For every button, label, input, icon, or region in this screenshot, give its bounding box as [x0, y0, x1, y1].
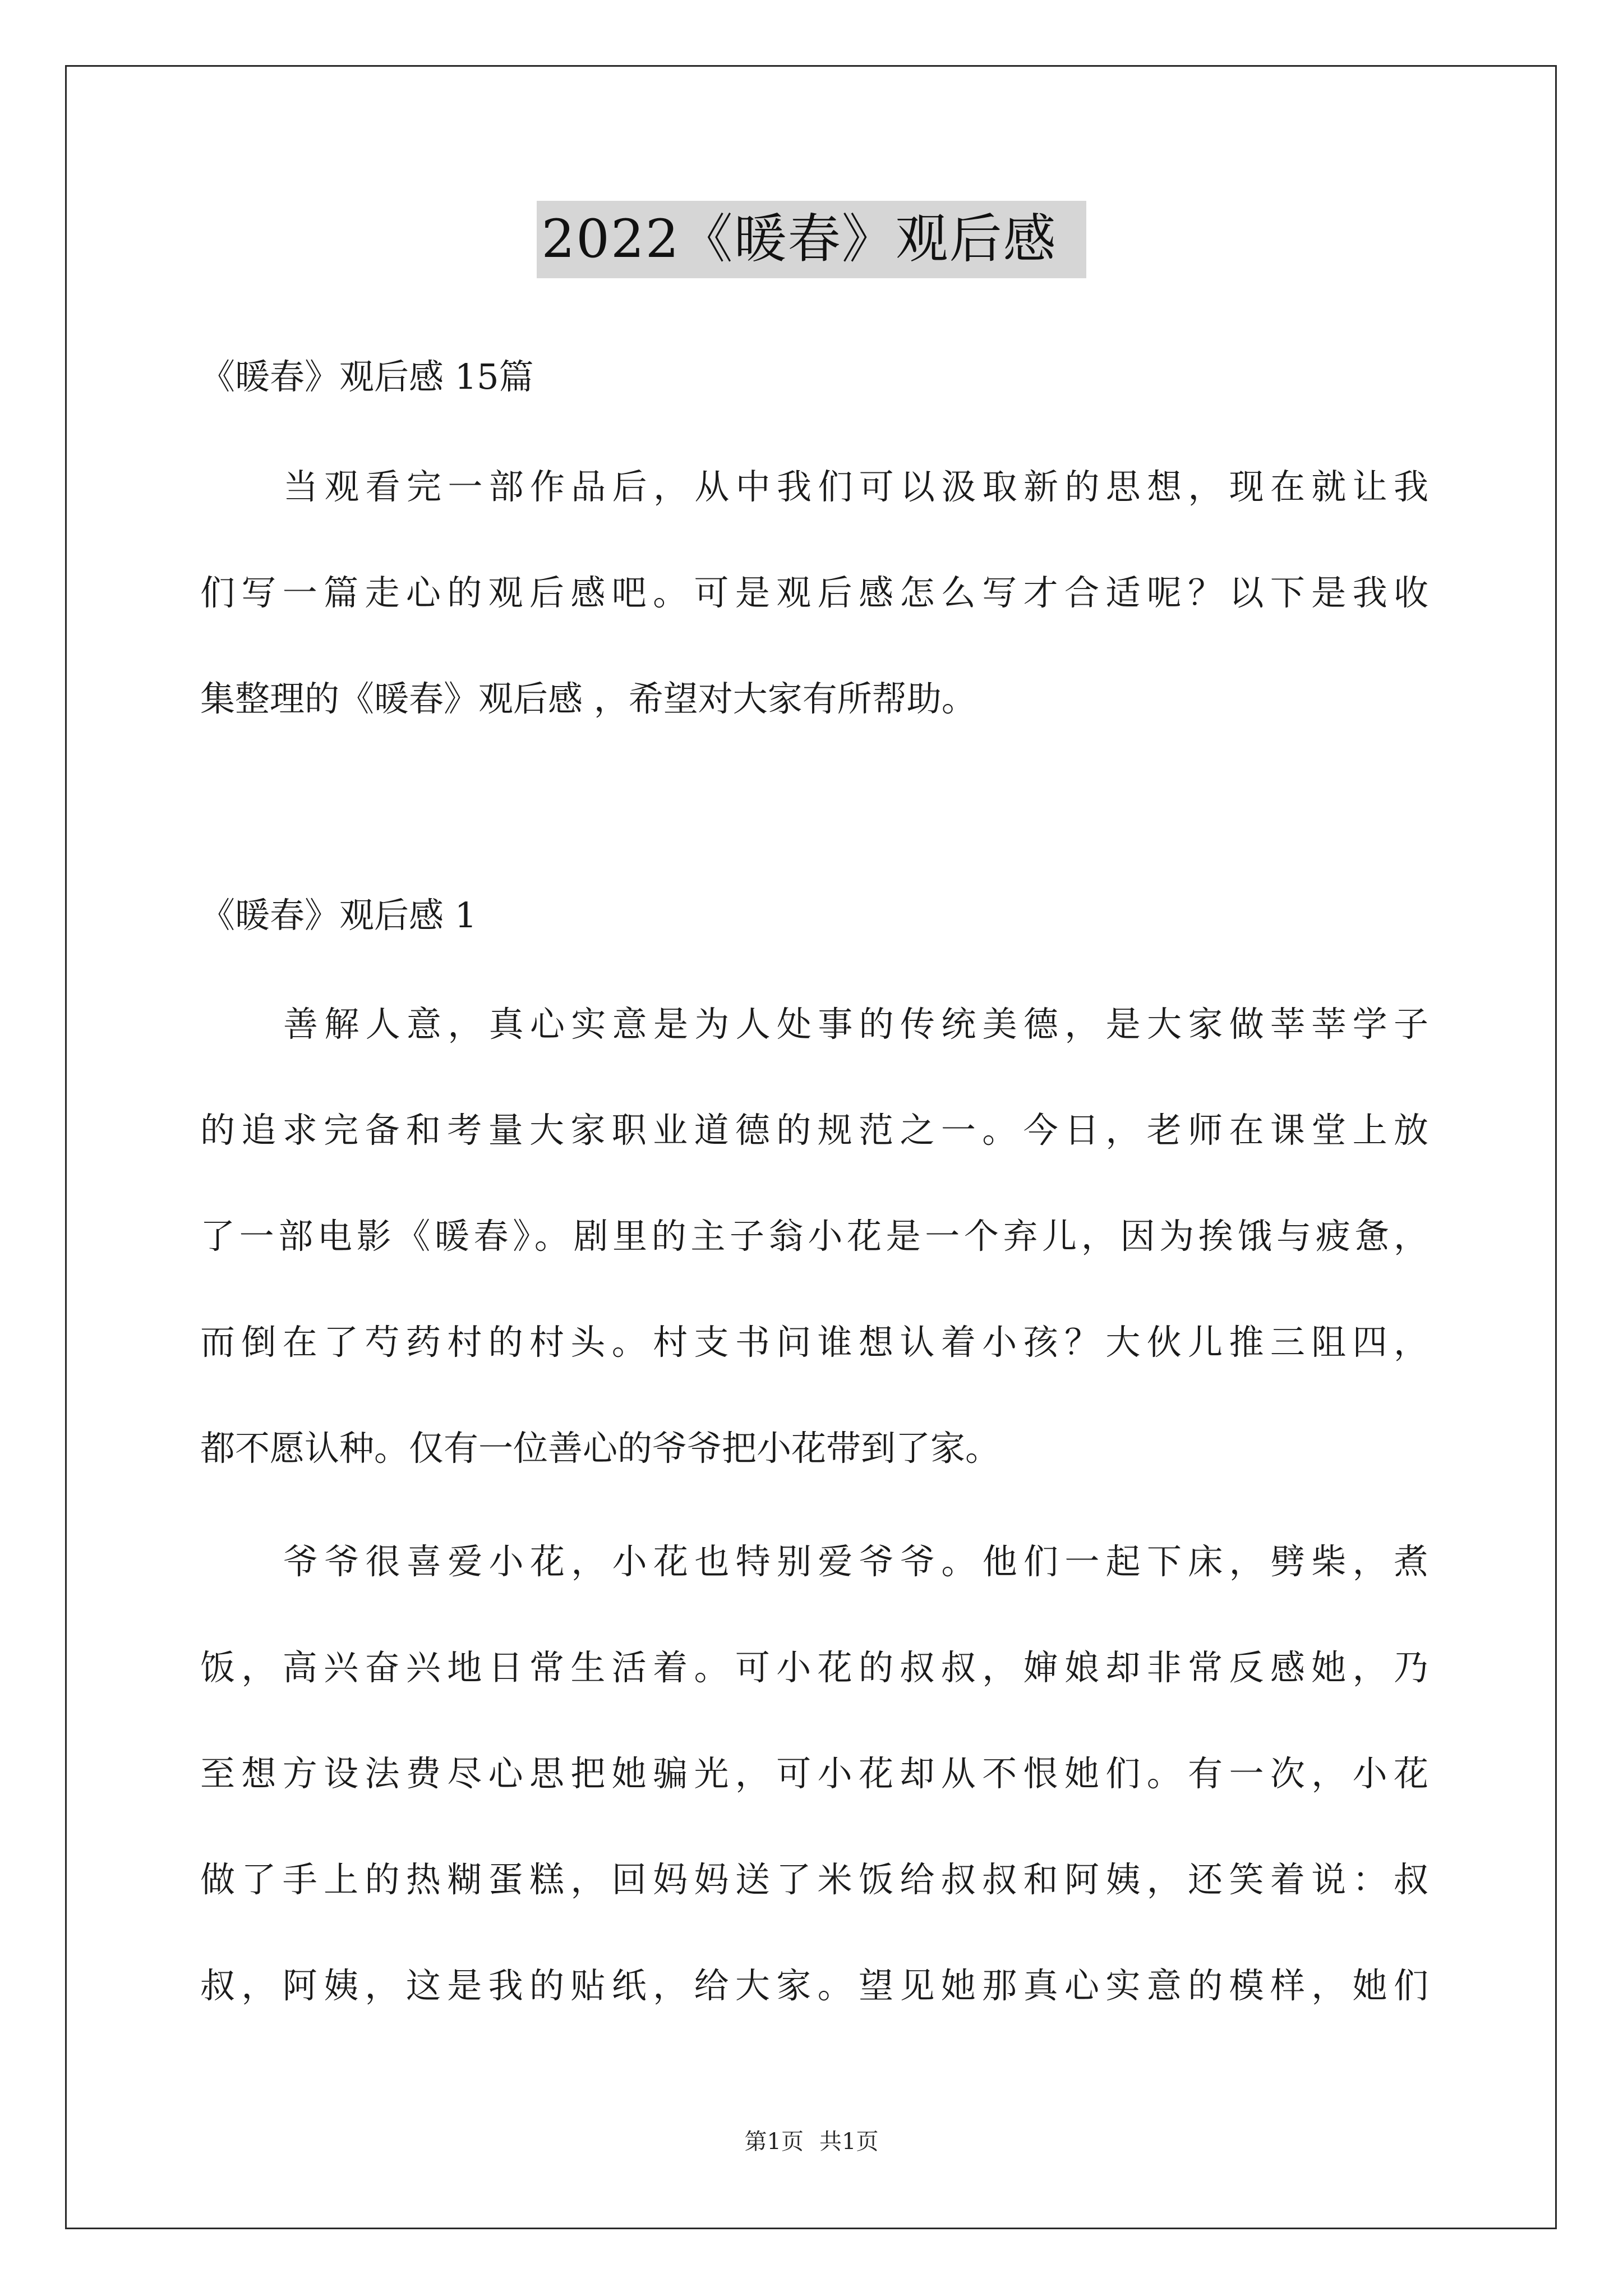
document-subtitle: 《暖春》观后感 15篇 — [200, 356, 534, 397]
paragraph-line: 爷爷很喜爱小花，小花也特别爱爷爷。他们一起下床，劈柴，煮 — [283, 1541, 1428, 1582]
paragraph-line: 而倒在了芍药村的村头。村支书问谁想认着小孩？大伙儿推三阻四， — [200, 1322, 1428, 1363]
paragraph-line: 了一部电影《暖春》。剧里的主子翁小花是一个弃儿，因为挨饿与疲惫， — [200, 1216, 1428, 1257]
paragraph-line: 饭，高兴奋兴地日常生活着。可小花的叔叔，婶娘却非常反感她，乃 — [200, 1647, 1428, 1688]
page-number: 第1页 — [744, 2129, 804, 2155]
paragraph-line: 善解人意，真心实意是为人处事的传统美德，是大家做莘莘学子 — [283, 1004, 1428, 1045]
page-footer — [0, 2125, 1623, 2159]
intro-line: 集整理的《暖春》观后感 ，希望对大家有所帮助。 — [200, 678, 976, 719]
paragraph-line: 的追求完备和考量大家职业道德的规范之一。今日，老师在课堂上放 — [200, 1110, 1428, 1151]
page-total: 共1页 — [819, 2129, 879, 2155]
paragraph-line: 叔，阿姨，这是我的贴纸，给大家。望见她那真心实意的模样，她们 — [200, 1965, 1428, 2006]
paragraph-line: 都不愿认种。仅有一位善心的爷爷把小花带到了家。 — [200, 1428, 1000, 1469]
paragraph-line: 至想方设法费尽心思把她骗光，可小花却从不恨她们。有一次，小花 — [200, 1753, 1428, 1794]
intro-line: 们写一篇走心的观后感吧。可是观后感怎么写才合适呢？以下是我收 — [200, 572, 1428, 613]
intro-line: 当观看完一部作品后，从中我们可以汲取新的思想，现在就让我 — [283, 466, 1428, 507]
paragraph-line: 做了手上的热糊蛋糕，回妈妈送了米饭给叔叔和阿姨，还笑着说：叔 — [200, 1859, 1428, 1900]
title-wrapper — [0, 201, 1623, 278]
document-title: 2022《暖春》观后感 — [537, 201, 1086, 278]
section-heading: 《暖春》观后感 1 — [200, 895, 477, 936]
